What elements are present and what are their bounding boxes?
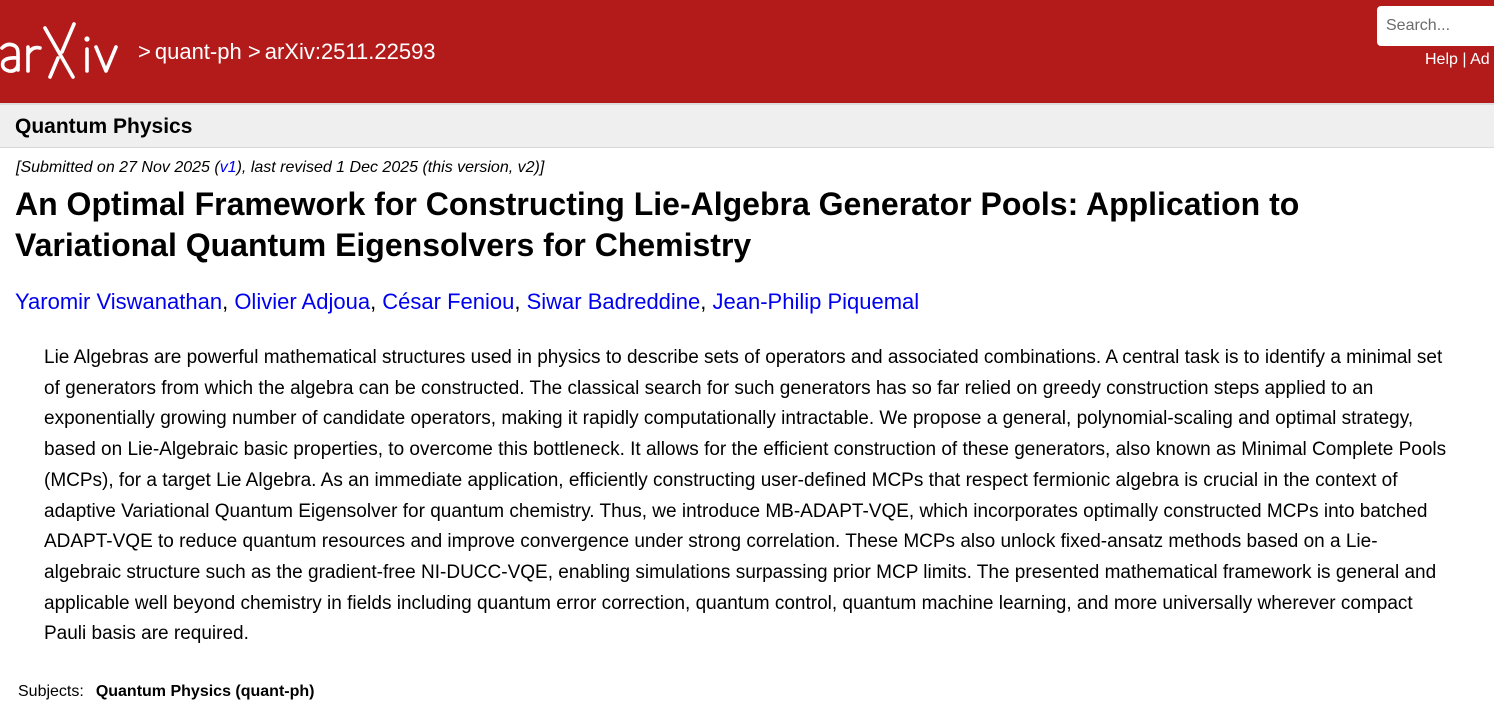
breadcrumb [138,38,436,66]
abstract-text: Lie Algebras are powerful mathematical structures used in physics to describe sets of operators and associated combinations. A central task is to identify a minimal set of generators from which the algebra can be constructed. The classical search for such generators has so far relied on greedy construction steps applied to an exponentially growing number of candidate operators, making it rapidly computationally intractable. We propose a general, polynomial-scaling and optimal strategy, based on Lie-Algebraic basic properties, to overcome this bottleneck. It allows for the efficient construction of these generators, also known as Minimal Complete Pools (MCPs), for a target Lie Algebra. As an immediate application, efficiently constructing user-defined MCPs that respect fermionic algebra is crucial in the context of adaptive Variational Quantum Eigensolver for quantum chemistry. Thus, we introduce MB-ADAPT-VQE, which incorporates optimally constructed MCPs into batched ADAPT-VQE to reduce quantum resources and improve convergence under strong correlation. These MCPs also unlock fixed-ansatz methods based on a Lie-algebraic structure such as the gradient-free NI-DUCC-VQE, enabling simulations surpassing prior MCP limits. The presented mathematical framework is general and applicable well beyond chemistry in fields including quantum error correction, quantum control, quantum machine learning, and more universally wherever compact Pauli basis are required. [44,347,1447,645]
author-link[interactable]: Jean-Philip Piquemal [712,289,920,314]
subjects-value: Quantum Physics (quant-ph) [95,683,315,700]
subjects-label: Subjects: [18,683,84,700]
breadcrumb-quant-ph-link[interactable]: quant-ph [154,39,242,64]
breadcrumb-arxiv-id: arXiv:2511.22593 [264,39,436,64]
author-separator: , [370,289,383,314]
subject-bar [0,105,1494,148]
help-separator: | [1462,51,1467,68]
author-link[interactable]: Siwar Badreddine [526,289,701,314]
dateline-suffix: ), last revised 1 Dec 2025 (this version, v2)] [236,159,545,176]
submission-dateline [16,158,544,178]
search-input[interactable] [1377,6,1494,46]
author-link[interactable]: Olivier Adjoua [234,289,371,314]
arxiv-logo[interactable] [0,14,132,84]
subject-title: Quantum Physics [15,115,193,138]
author-separator: , [222,289,235,314]
site-header [0,0,1494,103]
version-v1-link[interactable]: v1 [219,159,237,176]
paper-title: An Optimal Framework for Constructing Lie-Algebra Generator Pools: Application to Variational Quantum Eigensolvers for Chemistry [15,186,1300,263]
dateline-prefix: [Submitted on 27 Nov 2025 ( [16,159,220,176]
advanced-search-link[interactable]: Ad [1470,51,1490,68]
breadcrumb-separator: > [247,39,261,64]
subjects-row [18,682,314,702]
author-separator: , [514,289,527,314]
author-list [15,288,919,316]
author-link[interactable]: Yaromir Viswanathan [15,289,223,314]
help-links [1425,50,1490,70]
help-link[interactable]: Help [1425,51,1458,68]
author-link[interactable]: César Feniou [382,289,515,314]
breadcrumb-separator: > [138,39,151,64]
author-separator: , [700,289,713,314]
